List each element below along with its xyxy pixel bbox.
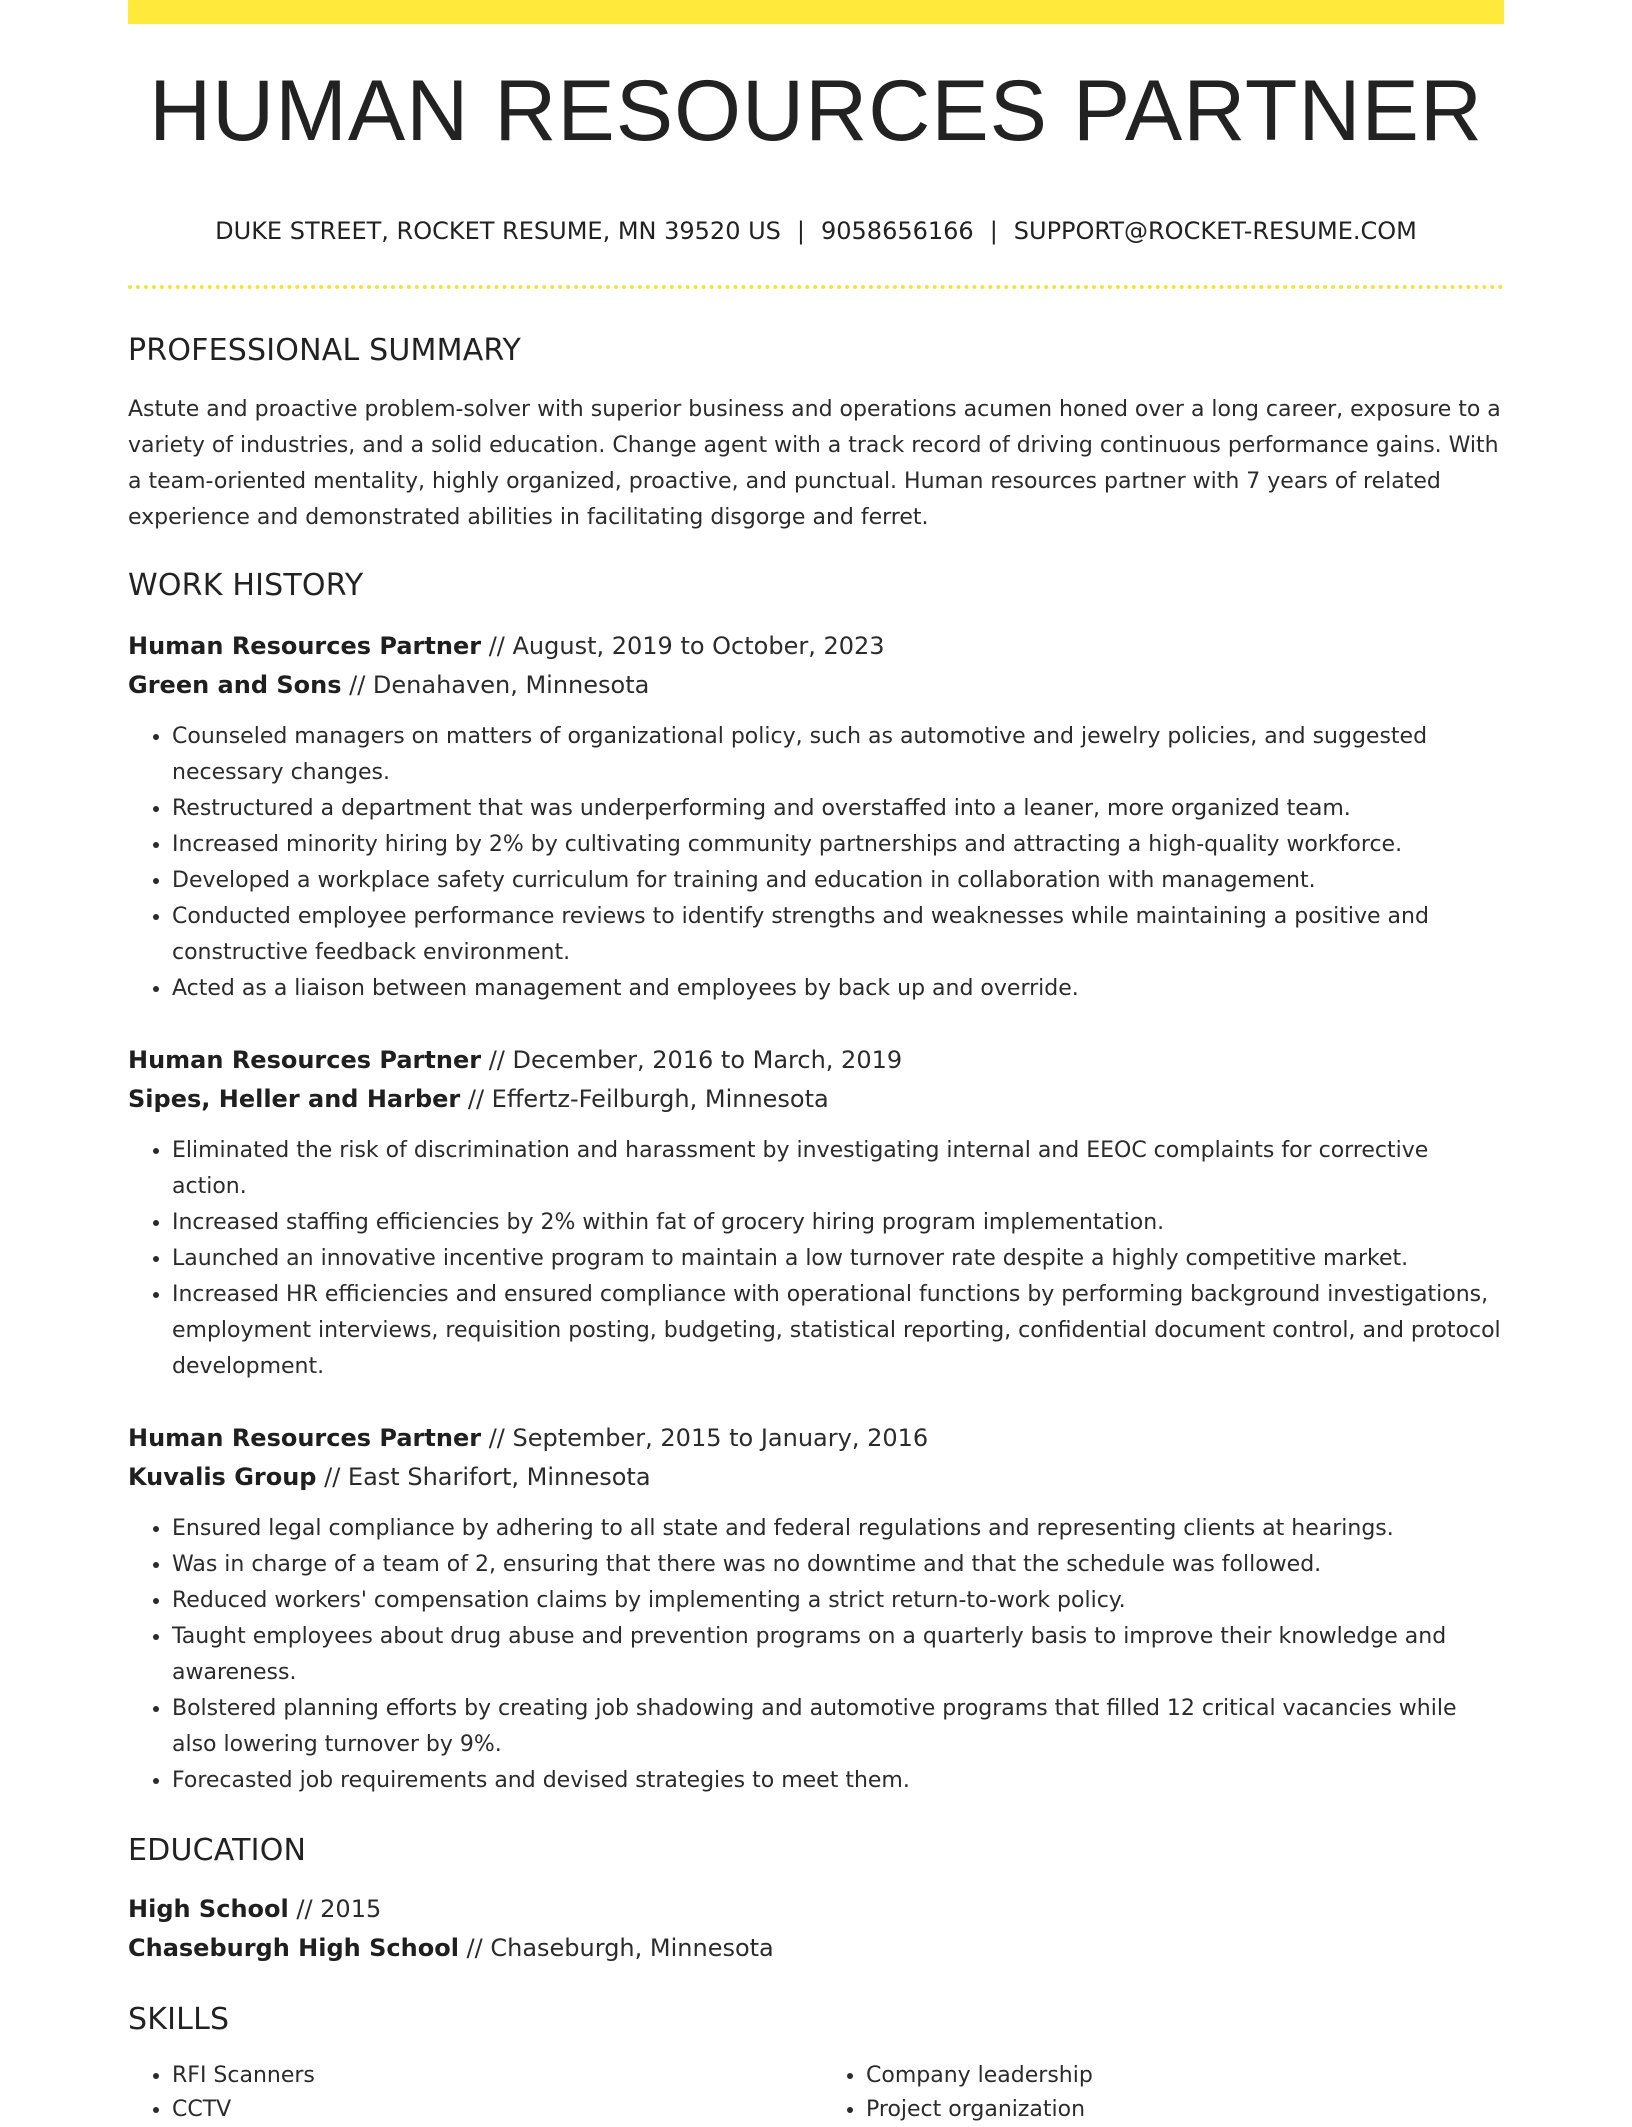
job-title-line [128, 1041, 1504, 1080]
job-company-line [128, 1080, 1504, 1119]
job-location: // Denahaven, Minnesota [341, 671, 650, 699]
email: SUPPORT@ROCKET-RESUME.COM [1013, 217, 1417, 245]
skill-item: • RFI Scanners [172, 2059, 816, 2093]
education-entry [128, 1890, 1504, 1968]
job-location: // East Sharifort, Minnesota [316, 1463, 651, 1491]
job-title-line [128, 627, 1504, 666]
job-bullet: • Reduced workers' compensation claims by implementing a strict return-to-work policy. [172, 1583, 1504, 1619]
skills-heading: SKILLS [128, 2002, 230, 2037]
job-bullet: • Forecasted job requirements and devised strategies to meet them. [172, 1763, 1504, 1799]
accent-bar [128, 0, 1504, 24]
job-bullets [128, 719, 1504, 1007]
skill-item: • Project organization [866, 2093, 1504, 2127]
skill-item: • Company leadership [866, 2059, 1504, 2093]
job-company: Sipes, Heller and Harber [128, 1085, 461, 1113]
resume-page [128, 0, 1504, 2127]
job-bullet: • Counseled managers on matters of organizational policy, such as automotive and jewelry policies, and suggested necessary changes. [172, 719, 1504, 791]
job-bullet: • Taught employees about drug abuse and prevention programs on a quarterly basis to improve their knowledge and awareness. [172, 1619, 1504, 1691]
job-bullet: • Developed a workplace safety curriculum for training and education in collaboration with management. [172, 863, 1504, 899]
job-entry [128, 627, 1504, 1007]
education-school-line [128, 1929, 1504, 1968]
contact-separator: | [796, 217, 805, 245]
phone: 9058656166 [820, 217, 974, 245]
education-school: Chaseburgh High School [128, 1934, 459, 1962]
job-bullet: • Increased staffing efficiencies by 2% within fat of grocery hiring program implementation. [172, 1205, 1504, 1241]
job-bullet: • Conducted employee performance reviews to identify strengths and weaknesses while maintaining a positive and constructive feedback environment. [172, 899, 1504, 971]
summary-heading: PROFESSIONAL SUMMARY [128, 333, 522, 368]
job-bullet: • Acted as a liaison between management and employees by back up and override. [172, 971, 1504, 1007]
job-company: Green and Sons [128, 671, 342, 699]
work-history-heading: WORK HISTORY [128, 568, 364, 603]
summary-text: Astute and proactive problem-solver with superior business and operations acumen honed over a long career, exposure to a variety of industries, and a solid education. Change agent with a track record of driving continuous performance gains. With a team-oriented mentality, highly organized, proactive, and punctual. Human resources partner with 7 years of related experience and demonstrated abilities in facilitating disgorge and ferret. [128, 397, 1501, 530]
job-company: Kuvalis Group [128, 1463, 317, 1491]
job-bullet: • Launched an innovative incentive program to maintain a low turnover rate despite a highly competitive market. [172, 1241, 1504, 1277]
job-bullet: • Restructured a department that was underperforming and overstaffed into a leaner, more organized team. [172, 791, 1504, 827]
job-dates: // August, 2019 to October, 2023 [481, 632, 885, 660]
contact-separator: | [989, 217, 998, 245]
education-degree-line [128, 1890, 1504, 1929]
contact-line [128, 217, 1504, 245]
job-bullets [128, 1133, 1504, 1385]
job-role: Human Resources Partner [128, 1046, 482, 1074]
skill-item: • CCTV [172, 2093, 816, 2127]
job-bullet: • Eliminated the risk of discrimination and harassment by investigating internal and EEOC complaints for corrective action. [172, 1133, 1504, 1205]
job-bullet: • Increased HR efficiencies and ensured compliance with operational functions by performing background investigations, employment interviews, requisition posting, budgeting, statistical reporting, confidential document control, and protocol development. [172, 1277, 1504, 1385]
job-role: Human Resources Partner [128, 632, 482, 660]
education-degree: High School [128, 1895, 289, 1923]
job-title-line [128, 1419, 1504, 1458]
job-dates: // September, 2015 to January, 2016 [481, 1424, 929, 1452]
job-entry [128, 1419, 1504, 1799]
job-bullet: • Was in charge of a team of 2, ensuring that there was no downtime and that the schedule was followed. [172, 1547, 1504, 1583]
education-year: // 2015 [288, 1895, 382, 1923]
skills-column-right [816, 2059, 1504, 2127]
skills-grid [128, 2059, 1504, 2127]
job-company-line [128, 1458, 1504, 1497]
skills-column-left [128, 2059, 816, 2127]
dotted-divider [128, 285, 1504, 289]
job-bullet: • Bolstered planning efforts by creating job shadowing and automotive programs that filled 12 critical vacancies while also lowering turnover by 9%. [172, 1691, 1504, 1763]
job-dates: // December, 2016 to March, 2019 [481, 1046, 903, 1074]
resume-name: HUMAN RESOURCES PARTNER [149, 63, 1483, 159]
job-bullet: • Increased minority hiring by 2% by cultivating community partnerships and attracting a high-quality workforce. [172, 827, 1504, 863]
job-company-line [128, 666, 1504, 705]
job-entry [128, 1041, 1504, 1385]
address: DUKE STREET, ROCKET RESUME, MN 39520 US [215, 217, 781, 245]
education-location: // Chaseburgh, Minnesota [458, 1934, 774, 1962]
job-role: Human Resources Partner [128, 1424, 482, 1452]
job-bullet: • Ensured legal compliance by adhering to all state and federal regulations and representing clients at hearings. [172, 1511, 1504, 1547]
job-bullets [128, 1511, 1504, 1799]
job-location: // Effertz-Feilburgh, Minnesota [460, 1085, 829, 1113]
education-heading: EDUCATION [128, 1833, 307, 1868]
